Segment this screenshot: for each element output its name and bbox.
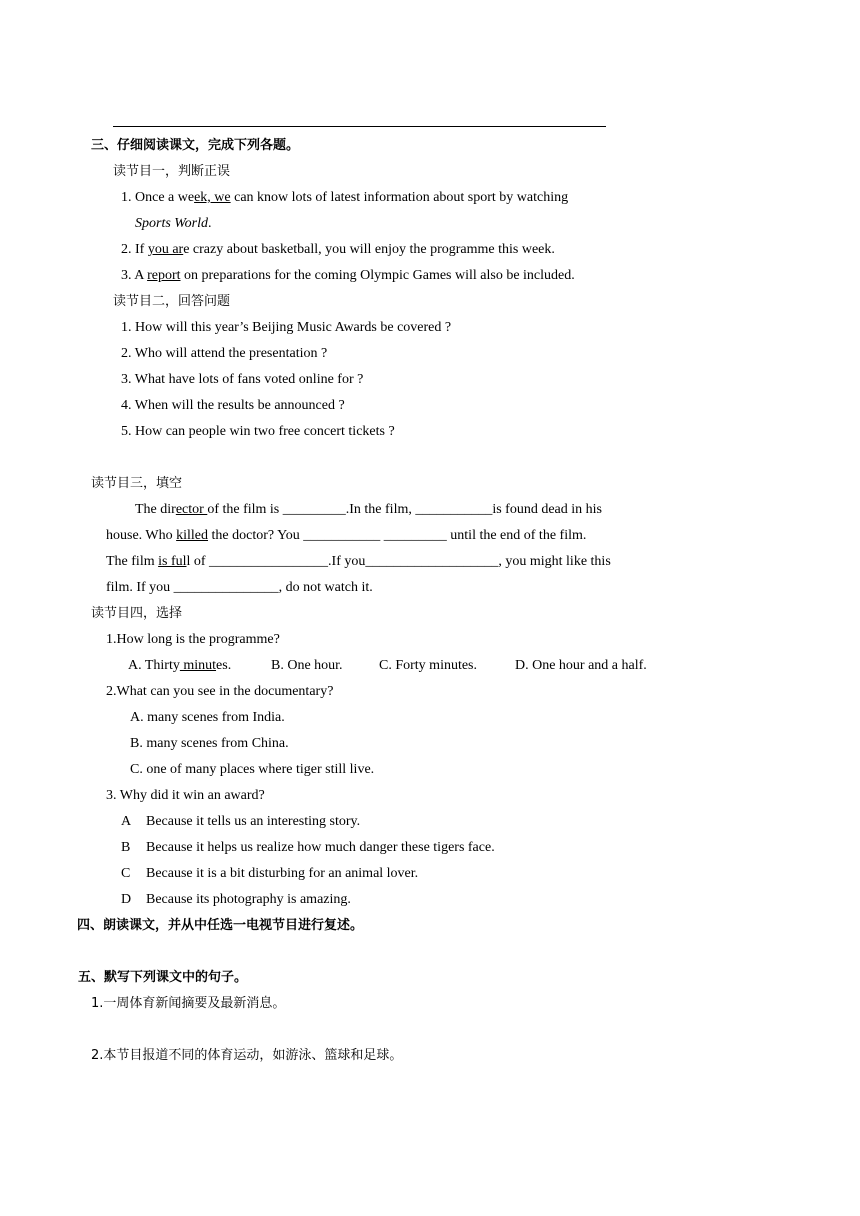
p3-line-2: house. Who killed the doctor? You ___________ _________ until the end of the film.	[106, 528, 587, 543]
p3-line-4: film. If you _______________, do not watch it.	[106, 580, 373, 595]
p3-line-3: The film is full of _________________.If you___________________, you might like this	[106, 554, 611, 569]
p4-q3-option-a: Because it tells us an interesting story.	[146, 814, 361, 829]
p1-question-3: 3. A report on preparations for the coming Olympic Games will also be included.	[121, 268, 575, 283]
section-3-heading: 三、仔细阅读课文，完成下列各题。	[91, 138, 300, 153]
p4-q1-option-c: C. Forty minutes.	[379, 658, 478, 673]
p4-q2-option-a: A. many scenes from India.	[130, 710, 285, 725]
part-3-title: 读节目三，填空	[91, 476, 183, 491]
p4-q3-option-d: Because its photography is amazing.	[146, 892, 351, 907]
p2-question-3: 3. What have lots of fans voted online for ?	[121, 372, 364, 387]
p4-q1-option-a: A. Thirty minutes.	[128, 658, 232, 673]
p4-q3-option-b-letter: B	[121, 840, 131, 855]
p4-q3-option-d-letter: D	[121, 892, 132, 907]
p4-q3-option-c: Because it is a bit disturbing for an animal lover.	[146, 866, 419, 881]
p4-q2-option-b: B. many scenes from China.	[130, 736, 289, 751]
part-2-title: 读节目二，回答问题	[113, 294, 231, 309]
p4-question-3: 3. Why did it win an award?	[106, 788, 265, 803]
p4-q1-option-d: D. One hour and a half.	[515, 658, 647, 673]
p2-question-5: 5. How can people win two free concert tickets ?	[121, 424, 395, 439]
sentence-1: 1.一周体育新闻摘要及最新消息。	[91, 996, 286, 1011]
p1-question-1: 1. Once a week, we can know lots of latest information about sport by watching	[121, 190, 569, 205]
p2-question-2: 2. Who will attend the presentation ?	[121, 346, 328, 361]
section-4-heading: 四、朗读课文，并从中任选一电视节目进行复述。	[77, 918, 364, 933]
sentence-2: 2.本节目报道不同的体育运动，如游泳、篮球和足球。	[91, 1048, 403, 1063]
p4-q1-option-b: B. One hour.	[271, 658, 343, 673]
section-5-heading: 五、默写下列课文中的句子。	[78, 970, 248, 985]
p3-line-1: The director of the film is _________.In the film, ___________is found dead in his	[135, 502, 602, 517]
p4-question-1: 1.How long is the programme?	[106, 632, 280, 647]
p4-question-2: 2.What can you see in the documentary?	[106, 684, 334, 699]
p1-question-2: 2. If you are crazy about basketball, you will enjoy the programme this week.	[121, 242, 555, 257]
p4-q3-option-c-letter: C	[121, 866, 131, 881]
p4-q3-option-b: Because it helps us realize how much danger these tigers face.	[146, 840, 495, 855]
p1-question-1-cont: Sports World.	[135, 216, 212, 231]
p2-question-1: 1. How will this year’s Beijing Music Awards be covered ?	[121, 320, 452, 335]
p2-question-4: 4. When will the results be announced ?	[121, 398, 345, 413]
p4-q3-option-a-letter: A	[121, 814, 132, 829]
part-1-title: 读节目一，判断正误	[113, 164, 231, 179]
p4-q2-option-c: C. one of many places where tiger still live.	[130, 762, 375, 777]
top-rule-line	[113, 126, 606, 127]
part-4-title: 读节目四，选择	[91, 606, 183, 621]
